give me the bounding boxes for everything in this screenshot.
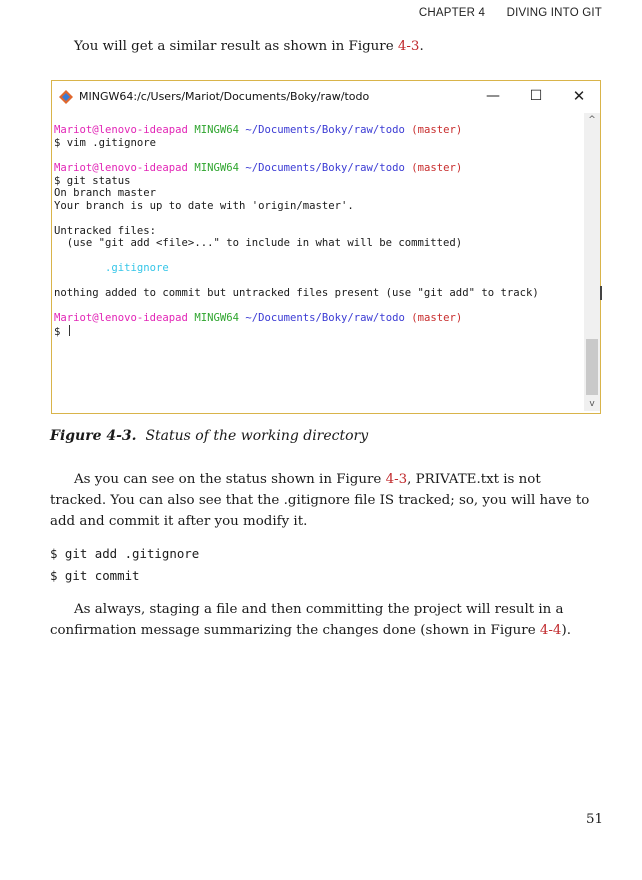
close-button[interactable]: ✕ (572, 87, 586, 105)
vertical-scrollbar[interactable] (584, 113, 600, 411)
output-line: Your branch is up to date with 'origin/master'. (54, 200, 354, 212)
body-paragraph: As always, staging a file and then committing the project will result in a confirmation message summarizing the changes done (shown in Figure 4-4). (50, 602, 571, 638)
prompt-line: Mariot@lenovo-ideapad MINGW64 ~/Documents/Boky/raw/todo (master) (54, 162, 463, 174)
maximize-button[interactable]: ☐ (529, 88, 543, 104)
output-line: On branch master (54, 187, 157, 199)
scroll-thumb[interactable] (586, 339, 598, 395)
command-line: $ vim .gitignore (54, 137, 157, 149)
text-cursor (69, 325, 70, 336)
figure-ref-link[interactable]: 4-3 (397, 39, 420, 54)
intro-paragraph: You will get a similar result as shown in Figure 4-3. (74, 39, 424, 54)
body-paragraph: As you can see on the status shown in Figure 4-3, PRIVATE.txt is not tracked. You can also see that the .gitignore file IS tracked; so, you will have to add and commit it after you modify it. (50, 472, 590, 529)
figure-ref-link[interactable]: 4-4 (539, 623, 562, 638)
terminal-window (51, 80, 601, 414)
output-line: Untracked files: (54, 225, 157, 237)
output-line: (use "git add <file>..." to include in what will be committed) (54, 237, 463, 249)
git-bash-icon (59, 90, 73, 104)
figure-ref-link[interactable]: 4-3 (385, 472, 408, 487)
code-line: $ git add .gitignore (50, 546, 200, 561)
scroll-up-arrow-icon[interactable]: ^ (588, 115, 596, 125)
minimize-button[interactable]: — (486, 88, 500, 104)
figure-caption: Figure 4-3. Status of the working directory (50, 428, 369, 444)
chapter-label: CHAPTER 4 (418, 7, 486, 19)
untracked-file: .gitignore (54, 262, 169, 274)
terminal-output[interactable] (54, 113, 583, 411)
output-line: nothing added to commit but untracked files present (use "git add" to track) (54, 287, 539, 299)
window-titlebar (52, 81, 600, 113)
page-number: 51 (586, 812, 604, 827)
scroll-down-arrow-icon[interactable]: v (589, 399, 595, 409)
chapter-title: DIVING INTO GIT (506, 7, 602, 19)
window-title: MINGW64:/c/Users/Mariot/Documents/Boky/raw/todo (79, 90, 370, 103)
command-line: $ git status (54, 175, 131, 187)
page-edge-mark (600, 286, 602, 300)
prompt-line: Mariot@lenovo-ideapad MINGW64 ~/Documents/Boky/raw/todo (master) (54, 312, 463, 324)
code-line: $ git commit (50, 568, 140, 583)
command-line[interactable]: $ (54, 325, 70, 339)
running-header (401, 7, 602, 19)
prompt-line: Mariot@lenovo-ideapad MINGW64 ~/Documents/Boky/raw/todo (master) (54, 124, 463, 136)
